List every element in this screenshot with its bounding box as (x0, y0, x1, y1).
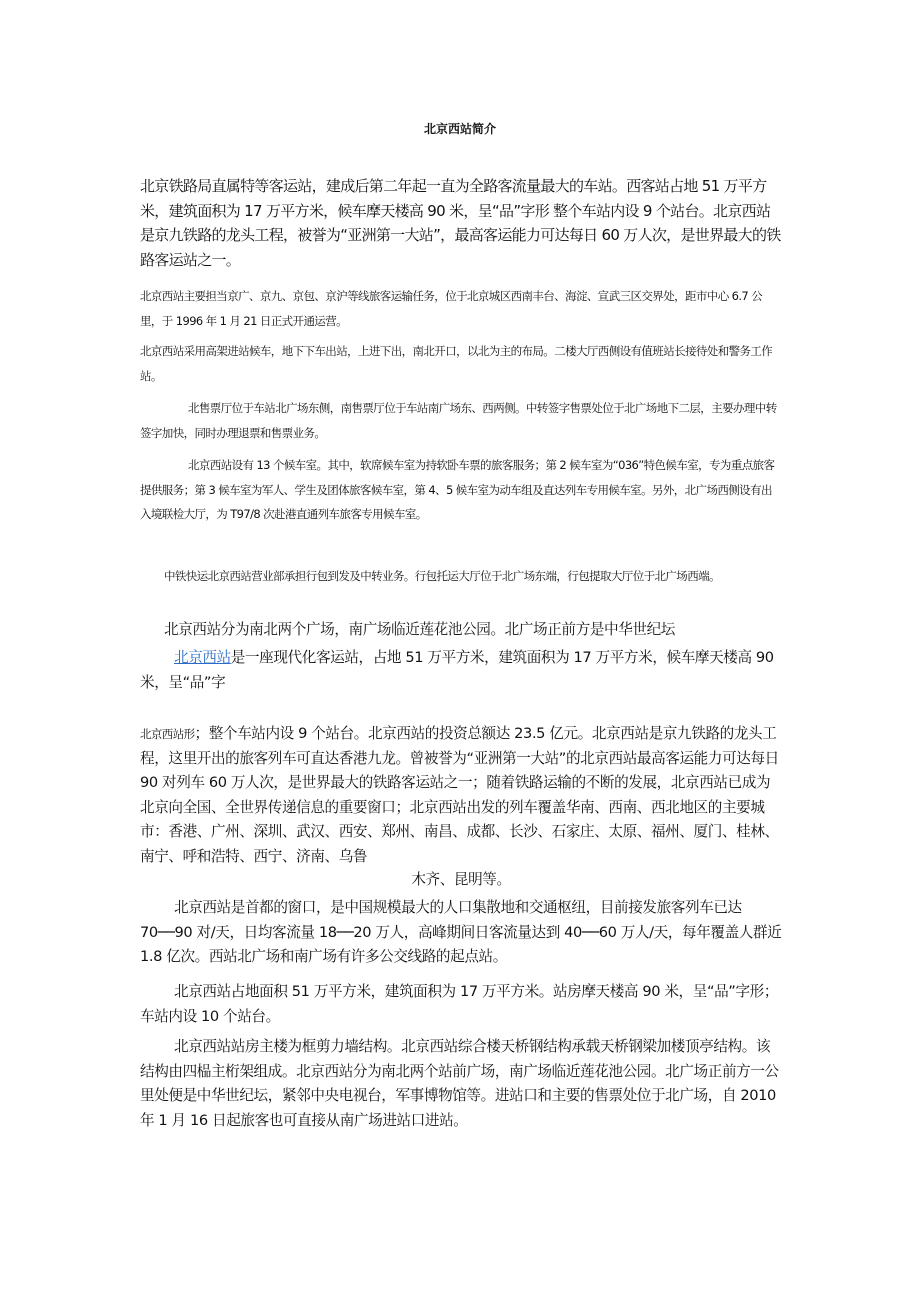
investment-prefix: 北京西站形 (140, 727, 195, 741)
investment-text: ；整个车站内设 9 个站台。北京西站的投资总额达 23.5 亿元。北京西站是京九铁路的龙头工程，这里开出的旅客列车可直达香港九龙。曾被誉为“亚洲第一大站”的北京西站最高客运能力可达每日 90 对列车 60 万人次，是世界最大的铁路客运站之一；随着铁路运输的不断的发展，北京西站已成为北京向全国、全世界传递信息的重要窗口；北京西站出发的列车覆盖华南、西南、西北地区的主要城市：香港、广州、深圳、武汉、西安、郑州、南昌、成都、长沙、石家庄、太原、福州、厦门、桂林、南宁、呼和浩特、西宁、济南、乌鲁 (140, 725, 779, 865)
beijing-west-link[interactable]: 北京西站 (174, 649, 231, 666)
layout-paragraph: 北京西站采用高架进站候车，地下下车出站，上进下出，南北开口，以北为主的布局。二楼大厅西侧设有值班站长接待处和警务工作站。 (140, 344, 773, 383)
waiting-room-paragraph: 北京西站设有 13 个候车室。其中，软席候车室为持软卧车票的旅客服务；第 2 候车室为“036”特色候车室，专为重点旅客提供服务；第 3 候车室为军人、学生及团体旅客候车室，第 4、5 候车室为动车组及直达列车专用候车室。另外，北广场西侧设有出入境联检大厅，为 T97/8 次赴港直通列车旅客专用候车室。 (140, 458, 775, 521)
plaza-paragraph: 北京西站分为南北两个广场，南广场临近莲花池公园。北广场正前方是中华世纪坛 (164, 621, 675, 638)
intro-paragraph: 北京铁路局直属特等客运站，建成后第二年起一直为全路客流量最大的车站。西客站占地 51 万平方米，建筑面积为 17 万平方米，候车摩天楼高 90 米，呈“品”字形 整个车站内设 9 个站台。北京西站是京九铁路的龙头工程，被誉为“亚洲第一大站”，最高客运能力可达每日 60 万人次，是世界最大的铁路客运站之一。 (140, 177, 781, 269)
area-paragraph: 北京西站占地面积 51 万平方米，建筑面积为 17 万平方米。站房摩天楼高 90 米，呈“品”字形；车站内设 10 个站台。 (140, 983, 779, 1025)
investment-paragraph (140, 722, 782, 869)
overview-paragraph (140, 646, 782, 695)
investment-ending: 木齐、昆明等。 (411, 871, 511, 888)
structure-paragraph: 北京西站站房主楼为框剪力墙结构。北京西站综合楼天桥钢结构承载天桥钢梁加楼顶亭结构。该结构由四榀主桁架组成。北京西站分为南北两个站前广场，南广场临近莲花池公园。北广场正前方一公里处便是中华世纪坛，紧邻中央电视台，军事博物馆等。进站口和主要的售票处位于北广场，自 2010 年 1 月 16 日起旅客也可直接从南广场进站口进站。 (140, 1038, 779, 1129)
hub-paragraph: 北京西站是首都的窗口，是中国规模最大的人口集散地和交通枢纽，目前接发旅客列车已达 70──90 对/天，日均客流量 18──20 万人，高峰期间日客流量达到 40──60 万人/天，每年覆盖人群近 1.8 亿次。西站北广场和南广场有许多公交线路的起点站。 (140, 899, 782, 965)
doc-title: 北京西站简介 (423, 122, 496, 136)
express-paragraph: 中铁快运北京西站营业部承担行包到发及中转业务。行包托运大厅位于北广场东端，行包提取大厅位于北广场西端。 (164, 569, 720, 583)
service-paragraph: 北京西站主要担当京广、京九、京包、京沪等线旅客运输任务，位于北京城区西南丰台、海淀、宣武三区交界处，距市中心 6.7 公里，于 1996 年 1 月 21 日正式开通运营。 (140, 289, 763, 328)
overview-text: 是一座现代化客运站，占地 51 万平方米，建筑面积为 17 万平方米，候车摩天楼高 90 米，呈“品”字 (140, 649, 774, 691)
ticket-hall-paragraph: 北售票厅位于车站北广场东侧，南售票厅位于车站南广场东、西两侧。中转签字售票处位于北广场地下二层，主要办理中转签字加快，同时办理退票和售票业务。 (140, 401, 777, 440)
